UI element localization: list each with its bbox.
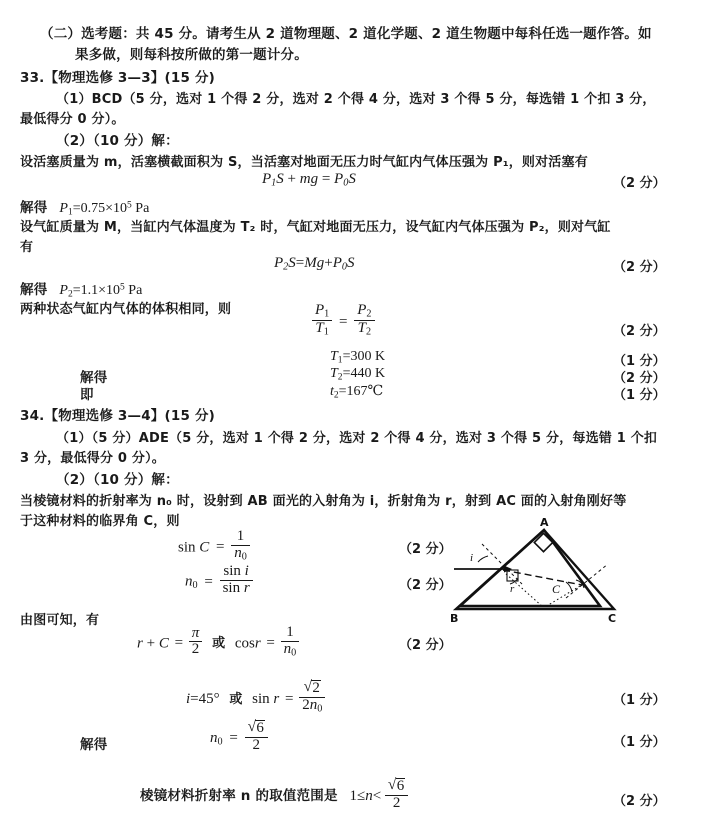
q33-part2-title: （2）（10 分）解： bbox=[56, 133, 179, 149]
q33-part1-line-1: （1）BCD（5 分，选对 1 个得 2 分，选对 2 个得 4 分，选对 3 个得 5 分，每选错 1 个扣 3 分， bbox=[56, 92, 656, 107]
q34-solution-text-2: 由图可知，有 bbox=[20, 613, 100, 628]
q34-equation-5-label: 解得 bbox=[80, 737, 108, 753]
q33-equation-2-score: （2 分） bbox=[613, 260, 666, 275]
svg-text:i: i bbox=[470, 552, 474, 564]
q33-value-t2-score: （1 分） bbox=[613, 388, 666, 403]
q33-part1-line-2: 最低得分 0 分）。 bbox=[20, 112, 125, 127]
q33-value-T2-score: （2 分） bbox=[613, 371, 666, 386]
q33-equation-1-score: （2 分） bbox=[613, 176, 666, 191]
q33-solution-text-1: 设活塞质量为 m，活塞横截面积为 S，当活塞对地面无压力时气缸内气体压强为 P₁，则对活塞有 bbox=[20, 155, 588, 170]
q33-value-T1-score: （1 分） bbox=[613, 354, 666, 369]
q33-solution-text-2-line-2: 有 bbox=[20, 240, 34, 255]
q33-value-t2-label: 即 bbox=[80, 387, 94, 403]
q34-equation-6: 棱镜材料折射率 n 的取值范围是 1≤n< √ $\frac{6}{2}$ bbox=[140, 780, 408, 814]
q33-equation-2: $P_2S=Mg+P_0S$ bbox=[274, 255, 355, 273]
q34-equation-4-score: （1 分） bbox=[613, 693, 666, 708]
q34-solution-text-1-line-2: 于这种材料的临界角 C，则 bbox=[20, 514, 180, 529]
question-34-title: 34.【物理选修 3—4】(15 分) bbox=[20, 408, 216, 424]
svg-text:B: B bbox=[450, 612, 459, 625]
q34-equation-2: $n_0$ = $\frac{\text{sin i}}{\text{sin r}}$ bbox=[185, 566, 253, 599]
q33-value-T2: $T_2=440$ K bbox=[330, 366, 386, 383]
q33-equation-3: $\frac{P_1}{T_1}$ = $\frac{P_2}{T_2}$ bbox=[312, 305, 375, 341]
q33-result-1-label: 解得 bbox=[20, 200, 48, 216]
prism-refraction-diagram bbox=[448, 512, 694, 628]
q34-equation-5-score: （1 分） bbox=[613, 735, 666, 750]
q34-equation-4: i=45° 或 sin r = √ $\frac{2}{2n_0}$ bbox=[186, 682, 325, 717]
q33-value-T2-label: 解得 bbox=[80, 370, 108, 386]
q34-equation-3-score: （2 分） bbox=[399, 638, 452, 653]
q34-equation-6-score: （2 分） bbox=[613, 794, 666, 809]
q34-equation-5: $n_0$ = √ $\frac{6}{2}$ bbox=[210, 722, 268, 756]
section-header-line-1: （二）选考题：共 45 分。请考生从 2 道物理题、2 道化学题、2 道生物题中每科任选一题作答。如 bbox=[40, 26, 652, 42]
question-33-title: 33.【物理选修 3—3】(15 分) bbox=[20, 70, 216, 86]
q34-equation-3: r + C = $\frac{\pi}{2}$ 或 cosr = $\frac{1}{n_0}$ bbox=[137, 627, 299, 661]
svg-text:A: A bbox=[540, 516, 549, 529]
q34-equation-1: sin C = $\frac{1}{n_0}$ bbox=[178, 531, 250, 565]
q33-value-t2: $t_2=167℃$ bbox=[330, 384, 384, 401]
q33-solution-text-2-line-1: 设气缸质量为 M，当缸内气体温度为 T₂ 时，气缸对地面无压力，设气缸内气体压强为 P₂，则对气缸 bbox=[20, 220, 611, 235]
q33-result-1: 解得 $P_1=0.75\times 10^5$ Pa bbox=[20, 200, 150, 218]
q34-equation-6-text: 棱镜材料折射率 n 的取值范围是 bbox=[140, 788, 338, 805]
q34-part2-title: （2）（10 分）解： bbox=[56, 472, 179, 488]
q34-part1-line-1: （1）（5 分）ADE（5 分，选对 1 个得 2 分，选对 2 个得 4 分，选对 3 个得 5 分，每选错 1 个扣 bbox=[56, 431, 658, 446]
q33-solution-text-3: 两种状态气缸内气体的体积相同，则 bbox=[20, 302, 232, 317]
section-header-line-2: 果多做，则每科按所做的第一题计分。 bbox=[75, 47, 308, 63]
q34-equation-1-score: （2 分） bbox=[399, 542, 452, 557]
q34-solution-text-1-line-1: 当棱镜材料的折射率为 n₀ 时，设射到 AB 面光的入射角为 i，折射角为 r，射到 AC 面的入射角刚好等 bbox=[20, 494, 627, 509]
q33-value-T1: $T_1=300$ K bbox=[330, 349, 386, 366]
q33-result-2-label: 解得 bbox=[20, 282, 48, 298]
svg-text:r: r bbox=[510, 583, 515, 595]
q33-equation-1: $P_1S$ + mg = $P_0S$ bbox=[262, 171, 356, 189]
q33-equation-3-score: （2 分） bbox=[613, 324, 666, 339]
q34-part1-line-2: 3 分，最低得分 0 分）。 bbox=[20, 451, 165, 466]
q34-equation-2-score: （2 分） bbox=[399, 578, 452, 593]
svg-text:C: C bbox=[608, 612, 617, 625]
q33-result-2: 解得 $P_2=1.1\times 10^5$ Pa bbox=[20, 282, 143, 300]
svg-text:C: C bbox=[552, 582, 561, 596]
